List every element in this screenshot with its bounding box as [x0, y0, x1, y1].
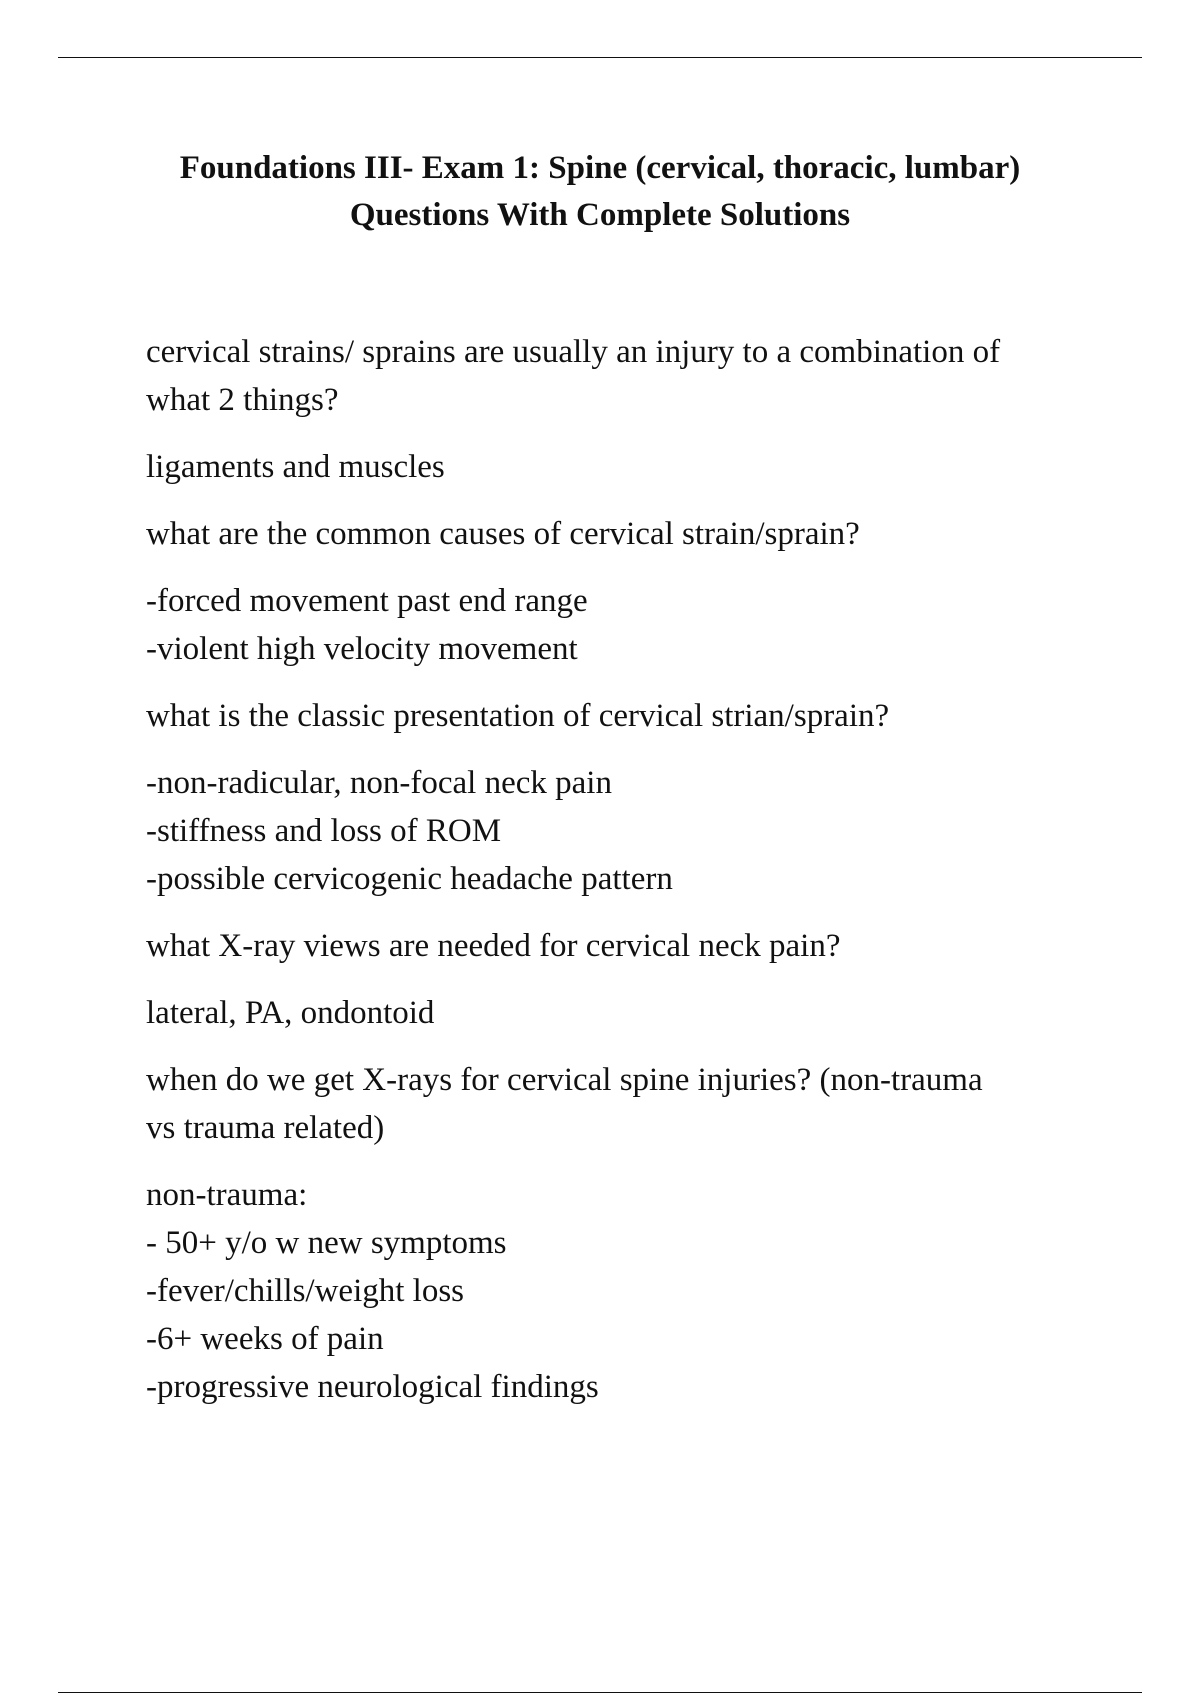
question-2 [146, 510, 1106, 558]
question-line: vs trauma related) [146, 1110, 385, 1146]
answer-line: -stiffness and loss of ROM [146, 813, 502, 849]
answer-line: -non-radicular, non-focal neck pain [146, 765, 612, 801]
top-rule [58, 57, 1142, 58]
qa-content [146, 328, 1106, 1430]
answer-1 [146, 443, 1106, 491]
answer-2 [146, 577, 1106, 673]
answer-line: -forced movement past end range [146, 583, 588, 619]
answer-line: ligaments and muscles [146, 449, 445, 485]
question-line: what X-ray views are needed for cervical neck pain? [146, 928, 841, 964]
answer-5 [146, 1171, 1106, 1411]
question-line: what is the classic presentation of cervical strian/sprain? [146, 698, 890, 734]
question-4 [146, 922, 1106, 970]
question-1 [146, 328, 1106, 424]
answer-line: -possible cervicogenic headache pattern [146, 861, 673, 897]
answer-line: - 50+ y/o w new symptoms [146, 1225, 507, 1261]
question-line: cervical strains/ sprains are usually an injury to a combination of [146, 334, 1001, 370]
answer-3 [146, 759, 1106, 903]
answer-line: -fever/chills/weight loss [146, 1273, 465, 1309]
question-3 [146, 692, 1106, 740]
bottom-rule [58, 1692, 1142, 1693]
question-line: what 2 things? [146, 382, 339, 418]
answer-4 [146, 989, 1106, 1037]
question-line: when do we get X-rays for cervical spine injuries? (non-trauma [146, 1062, 983, 1098]
title-line-2: Questions With Complete Solutions [349, 197, 851, 233]
answer-line: -6+ weeks of pain [146, 1321, 384, 1357]
answer-line: -progressive neurological findings [146, 1369, 599, 1405]
answer-line: -violent high velocity movement [146, 631, 578, 667]
title-line-1: Foundations III- Exam 1: Spine (cervical, thoracic, lumbar) [179, 150, 1021, 186]
question-5 [146, 1056, 1106, 1152]
answer-line: lateral, PA, ondontoid [146, 995, 435, 1031]
answer-line: non-trauma: [146, 1177, 308, 1213]
document-title [100, 145, 1100, 239]
question-line: what are the common causes of cervical strain/sprain? [146, 516, 860, 552]
